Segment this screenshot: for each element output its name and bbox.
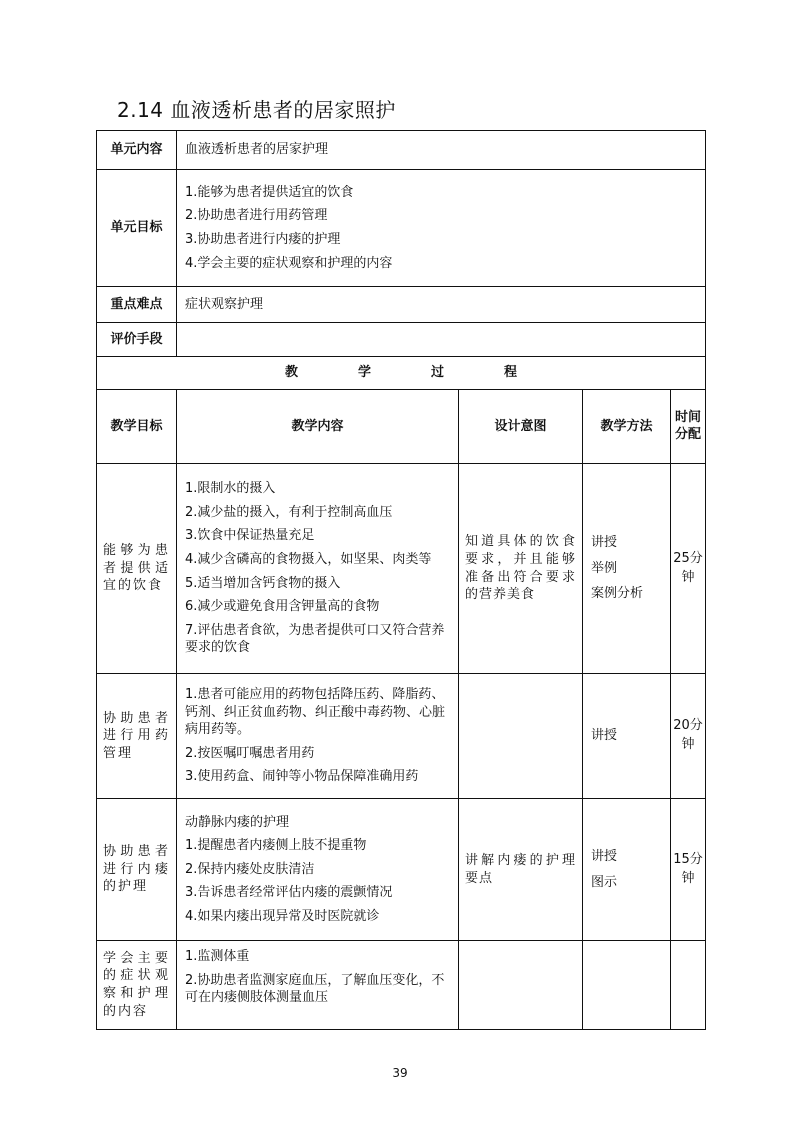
unit-goal-item: 4.学会主要的症状观察和护理的内容 <box>185 255 393 271</box>
header-goal: 教学目标 <box>97 390 177 464</box>
row-content <box>177 799 459 941</box>
unit-goal-list <box>177 170 706 287</box>
evaluation-row <box>97 323 706 357</box>
content-item: 3.使用药盒、闹钟等小物品保障准确用药 <box>185 769 419 785</box>
unit-goal-row <box>97 170 706 287</box>
teaching-plan-table <box>96 130 706 1030</box>
header-content: 教学内容 <box>177 390 459 464</box>
evaluation-label: 评价手段 <box>97 323 177 357</box>
unit-goal-item: 2.协助患者进行用药管理 <box>185 208 328 224</box>
row-content <box>177 674 459 799</box>
row-time: 20分钟 <box>671 674 706 799</box>
method-item: 举例 <box>591 560 618 576</box>
content-item: 3.告诉患者经常评估内瘘的震颤情况 <box>185 885 393 901</box>
content-item: 1.患者可能应用的药物包括降压药、降脂药、钙剂、纠正贫血药物、纠正酸中毒药物、心脏病用药等。 <box>185 687 446 738</box>
method-item: 图示 <box>591 874 618 890</box>
row-intent: 知道具体的饮食要求，并且能够准备出符合要求的营养美食 <box>459 464 583 674</box>
content-item: 7.评估患者食欲，为患者提供可口又符合营养要求的饮食 <box>185 622 445 656</box>
page-number: 39 <box>392 1066 408 1080</box>
method-item: 讲授 <box>591 535 618 551</box>
row-goal: 能够为患者提供适宜的饮食 <box>97 464 177 674</box>
unit-content-label: 单元内容 <box>97 131 177 170</box>
method-item: 讲授 <box>591 728 618 744</box>
key-points-value: 症状观察护理 <box>177 287 706 323</box>
content-item: 2.保持内瘘处皮肤清洁 <box>185 861 315 877</box>
content-item: 1.限制水的摄入 <box>185 481 276 497</box>
plan-row-fistula <box>97 799 706 941</box>
method-item: 讲授 <box>591 848 618 864</box>
process-row <box>97 357 706 390</box>
method-item: 案例分析 <box>591 586 644 602</box>
row-methods <box>583 464 671 674</box>
content-item: 3.饮食中保证热量充足 <box>185 528 315 544</box>
header-method: 教学方法 <box>583 390 671 464</box>
row-intent <box>459 941 583 1030</box>
row-methods <box>583 799 671 941</box>
header-intent: 设计意图 <box>459 390 583 464</box>
content-item: 5.适当增加含钙食物的摄入 <box>185 575 341 591</box>
unit-goal-label: 单元目标 <box>97 170 177 287</box>
content-item: 动静脉内瘘的护理 <box>185 814 290 830</box>
content-item: 4.减少含磷高的食物摄入，如坚果、肉类等 <box>185 551 432 567</box>
plan-row-diet <box>97 464 706 674</box>
content-item: 2.按医嘱叮嘱患者用药 <box>185 745 315 761</box>
content-item: 1.监测体重 <box>185 949 250 964</box>
row-methods <box>583 941 671 1030</box>
unit-goal-item: 1.能够为患者提供适宜的饮食 <box>185 184 354 200</box>
unit-content-value: 血液透析患者的居家护理 <box>177 131 706 170</box>
row-content <box>177 941 459 1030</box>
column-header-row <box>97 390 706 464</box>
row-content <box>177 464 459 674</box>
row-goal: 协助患者进行用药管理 <box>97 674 177 799</box>
content-item: 1.提醒患者内瘘侧上肢不提重物 <box>185 838 367 854</box>
header-time: 时间分配 <box>671 390 706 464</box>
content-item: 2.协助患者监测家庭血压，了解血压变化，不可在内瘘侧肢体测量血压 <box>185 972 445 1006</box>
row-time: 15分钟 <box>671 799 706 941</box>
content-item: 4.如果内瘘出现异常及时医院就诊 <box>185 908 380 924</box>
unit-goal-item: 3.协助患者进行内瘘的护理 <box>185 232 341 247</box>
row-intent <box>459 674 583 799</box>
row-time: 25分钟 <box>671 464 706 674</box>
row-time <box>671 941 706 1030</box>
plan-row-symptoms <box>97 941 706 1030</box>
plan-row-medication <box>97 674 706 799</box>
key-points-label: 重点难点 <box>97 287 177 323</box>
unit-content-row <box>97 131 706 170</box>
row-intent: 讲解内瘘的护理要点 <box>459 799 583 941</box>
row-goal: 学会主要的症状观察和护理的内容 <box>97 941 177 1030</box>
evaluation-value <box>177 323 706 357</box>
content-item: 6.减少或避免食用含钾量高的食物 <box>185 599 380 615</box>
key-points-row <box>97 287 706 323</box>
row-goal: 协助患者进行内瘘的护理 <box>97 799 177 941</box>
teaching-process-header: 教学过程 <box>97 357 706 390</box>
content-item: 2.减少盐的摄入，有利于控制高血压 <box>185 504 393 520</box>
section-title: 2.14 血液透析患者的居家照护 <box>117 98 396 122</box>
row-methods <box>583 674 671 799</box>
